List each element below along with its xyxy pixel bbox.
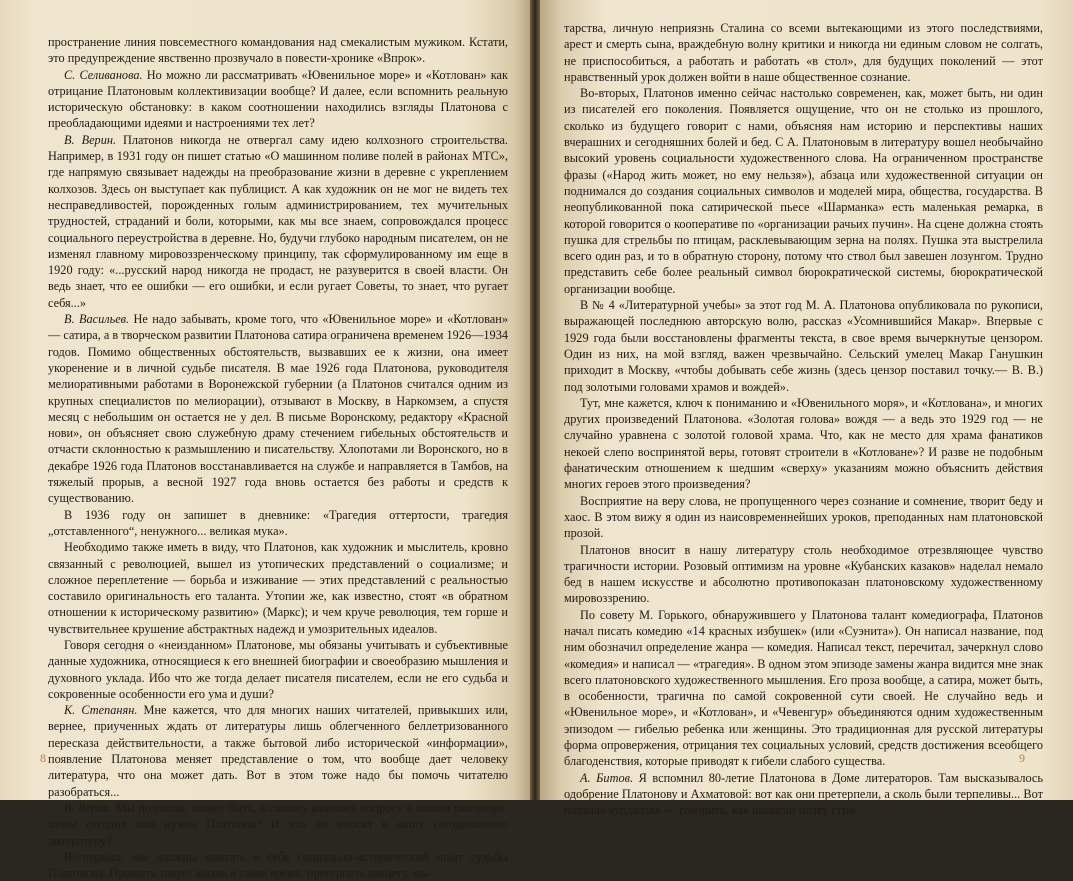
page-number-right: 9 <box>1019 751 1025 765</box>
paragraph <box>48 702 508 800</box>
paragraph-text: Не надо забывать, кроме того, что «Ювенильное море» и «Котлован» — сатира, а в творческом развитии Платонова сатира ограничена временем 1926—1934 годов. Помимо общественных обстоятельств, вызвавших ее к жизни, она имеет укоренение и в личной судьбе писателя. В мае 1926 года Платонова, руководителя мелиоративными работами в Воронежской губернии (а Платонов считался одним из крупных специалистов по мелиорации), отзывают в Москву, в Наркомзем, а спустя месяц с небольшим он остается не у дел. В письме Воронскому, редактору «Красной нови», он объясняет свою служебную драму стечением гибельных обстоятельств и отчасти склонностью к размышлению и писательству. Хлопотами ли Воронского, но в декабре 1926 года Платонов восстанавливается на службе и направляется в Тамбов, на тяжелый прорыв, а весной 1927 года вновь остается без работы и средств к существованию. <box>48 312 508 506</box>
paragraph-text: Во-вторых, Платонов именно сейчас настолько современен, как, может быть, ни один из писателей его поколения. Появляется ощущение, что он не столько из прошлого, сколько из будущего говорит с нами, объясняя нам историю и перспективы наших вчерашних и сегодняшних болей и бед. С А. Платоновым в литературу вошел необычайно высокий уровень социальности художественного слова. На ограниченном пространстве фразы («Народ жить может, но ему нельзя»), абзаца или художественной ситуации он поднимался до создания социальных символов и моделей мира, общества, государства. В неопубликованной пока сатирической пьесе «Шарманка» есть маленькая ремарка, в которой говорится о кооперативе по «организации рачьих пучин». На сцене должна стоять пушка для стрельбы по птицам, расклевывающим зерна на полях. Пушка эта выстрелила всего один раз, и то в обратную сторону, потому что ствол был завешен лозунгом. Трудно представить себе более реальный символ бюрократической системы, бюрократической организации вообще. <box>564 86 1043 296</box>
speaker-name: С. Селиванова. <box>64 67 143 82</box>
speaker-name: В. Верин. <box>64 800 113 815</box>
paragraph <box>564 493 1043 542</box>
paragraph-text: тарства, личную неприязнь Сталина со всеми вытекающими из этого последствиями, арест и смерть сына, враждебную волну критики и никогда ни единым словом не солгать, не приспособиться, а работать и работать «в стол», для будущих поколений — этот нравственный урок должен войти в наше общественное сознание. <box>564 21 1043 84</box>
paragraph-text: Необходимо также иметь в виду, что Платонов, как художник и мыслитель, кровно связанный с революцией, вышел из утопических представлений о социализме; и сложное переплетение — борьба и изживание — этих представлений с реальностью составило оригинальность его таланта. Утопии же, как известно, стоят «в обратном отношении к историческому развитию» (Маркс); и чем круче революция, тем горше и чувствительнее крушение абстрактных надежд и умозрительных идеалов. <box>48 540 508 636</box>
paragraph-text: Тут, мне кажется, ключ к пониманию и «Ювенильного моря», и «Котлована», и многих других произведений Платонова. «Золотая голова» вождя — а ведь это 1929 год — не случайно уравнена с золотой головой храма. Что, как не место для храма фанатиков некоей слепо воспринятой веры, готовят строители в «Котловане»? И разве не подобным фанатическим отношением к шедшим «сверху» указаниям можно объяснить действия многих героев этого произведения? <box>564 395 1043 492</box>
paragraph-text: Платонов вносит в нашу литературу столь необходимое отрезвляющее чувство трагичности истории. Розовый оптимизм на уровне «Кубанских казаков» наделал немало бед в нашем искусстве и абсолютно противопоказан платоновскому художественному мировоззрению. <box>564 542 1043 606</box>
paragraph <box>564 542 1043 607</box>
left-page <box>0 0 530 881</box>
paragraph-text: пространение линия повсеместного командования над смекалистым мужиком. Кстати, это предупреждение явственно прозвучало в повести-хронике «Впрок». <box>48 35 508 66</box>
right-page <box>540 0 1073 818</box>
speaker-name: В. Верин. <box>64 132 117 147</box>
paragraph <box>564 297 1043 395</box>
speaker-name: К. Степанян. <box>64 703 138 718</box>
paragraph-text: В № 4 «Литературной учебы» за этот год М. А. Платонова опубликовала по рукописи, выражающей последнюю авторскую волю, рассказ «Усомнившийся Макар». Впервые с 1929 года были восстановлены фрагменты текста, в свое время вычеркнутые цензором. Один из них, на мой взгляд, важен чрезвычайно. Сельский умелец Макар Ганушкин приходит в Москву, «чтобы добывать себе жизнь (здесь цензор поставил точку.— В. В.) под золотыми головами храмов и вождей». <box>564 298 1043 394</box>
paragraph <box>48 637 508 702</box>
paragraph <box>48 800 508 849</box>
paragraph <box>564 395 1043 493</box>
paragraph <box>48 67 508 132</box>
paragraph <box>564 85 1043 297</box>
paragraph <box>48 539 508 637</box>
paragraph <box>48 507 508 540</box>
paragraph <box>48 849 508 881</box>
paragraph <box>564 770 1043 819</box>
speaker-name: А. Битов. <box>580 770 634 785</box>
paragraph <box>564 607 1043 770</box>
paragraph-text: Восприятие на веру слова, не пропущенного через сознание и сомнение, творит беду и хаос. В этом вижу я один из наисовременнейших уроков, преподанных нам платоновской прозой. <box>564 493 1043 541</box>
paragraph-text: По совету М. Горького, обнаружившего у Платонова талант комедиографа, Платонов начал писать комедию «14 красных избушек» (или «Суэнита»). Он написал название, под ним обозначил определение жанра — комедия. Написал текст, перечитал, зачеркнул слово «комедия» и написал — «трагедия». В одном этом эпизоде замены жанра видится мне знак всего платоновского художественного мышления. Его проза вообще, а сатира, может быть, в особенности, трагична по самой сокровенной сути своей. Не случайно ведь и «Ювенильное море», и «Котлован», и «Чевенгур» объединяются одним художественным эпизодом — гибелью ребенка или женщины. Это традиционная для русской литературы форма опровержения, отрицания тех социальных условий, средств достижения всеобщего благоденствия, которые приводят к гибели слабого существа. <box>564 607 1043 769</box>
book-gutter <box>530 0 540 800</box>
paragraph-text: Во-первых, мы должны впитать в себя социально-исторический опыт судьбы Платонова. Прожить такую жизнь в такое время, претерпеть нищету, мы- <box>48 849 508 881</box>
paragraph <box>48 311 508 507</box>
paragraph <box>48 132 508 311</box>
paragraph-text: Платонов никогда не отвергал саму идею колхозного строительства. Например, в 1931 году он пишет статью «О машинном поливе полей в районах МТС», где напрямую связывает надежды на преобразование жизни в деревне с укреплением колхозов. Здесь он выступает как публицист. А как художник он не мог не видеть тех несправедливостей, порожденных голым администрированием, тех мучительных трудностей, страданий и боли, которыми, как мы все знаем, сопровождался процесс социального переустройства в деревне. Но, будучи глубоко народным писателем, он не изменял главному мировоззренческому принципу, так сформулированному им еще в 1920 году: «...русский народ никогда не продаст, не разуверится в своей власти. Он ведь знает, что ее ошибки — его ошибки, и если ругает Советы, то знает, что ругает себя...» <box>48 132 508 310</box>
paragraph <box>48 34 508 67</box>
paragraph-text: Но можно ли рассматривать «Ювенильное море» и «Котлован» как отрицание Платоновым коллективизации вообще? И далее, если вспомнить реальную историческую обстановку: в каком соотношении находились взгляды Платонова с преобладающими идеями и настроениями тех лет? <box>48 67 508 131</box>
paragraph <box>564 20 1043 85</box>
paragraph-text: Мы подошли, может быть, к самому важному вопросу в нашем разговоре: зачем сегодня нам нужен Платонов? И что он вносит в нашу сегодняшнюю литературу? <box>48 800 509 848</box>
speaker-name: В. Васильев. <box>64 312 130 327</box>
paragraph-text: Мне кажется, что для многих наших читателей, привыкших или, вернее, приученных ждать от литературы лишь облегченного беллетризованного пересказа действительности, а также бытовой либо исторической «информации», появление Платонова меняет представление о том, что вообще дает человеку литература, что она может дать. Вот в этом тоже надо бы помочь читателю разобраться... <box>48 703 508 799</box>
paragraph-text: Говоря сегодня о «неизданном» Платонове, мы обязаны учитывать и субъективные данные художника, относящиеся к его внешней биографии и своеобразию мышления и духовного уклада. Ибо что же тогда делает писателя писателем, если не его судьба и сокровенные особенности его ума и души? <box>48 637 508 701</box>
page-number-left: 8 <box>40 751 46 765</box>
paragraph-text: Я вспомнил 80-летие Платонова в Доме литераторов. Там высказывалось одобрение Платонову и Ахматовой: вот как они претерпели, а сколь были терпеливы... Вот похвала вурдалака — говорить, как помогли поэту стра- <box>564 770 1043 818</box>
paragraph-text: В 1936 году он запишет в дневнике: «Трагедия оттертости, трагедия „отставленного“, ненужного... великая мука». <box>48 507 508 538</box>
right-page-text <box>564 20 1043 819</box>
left-page-text <box>48 34 508 881</box>
